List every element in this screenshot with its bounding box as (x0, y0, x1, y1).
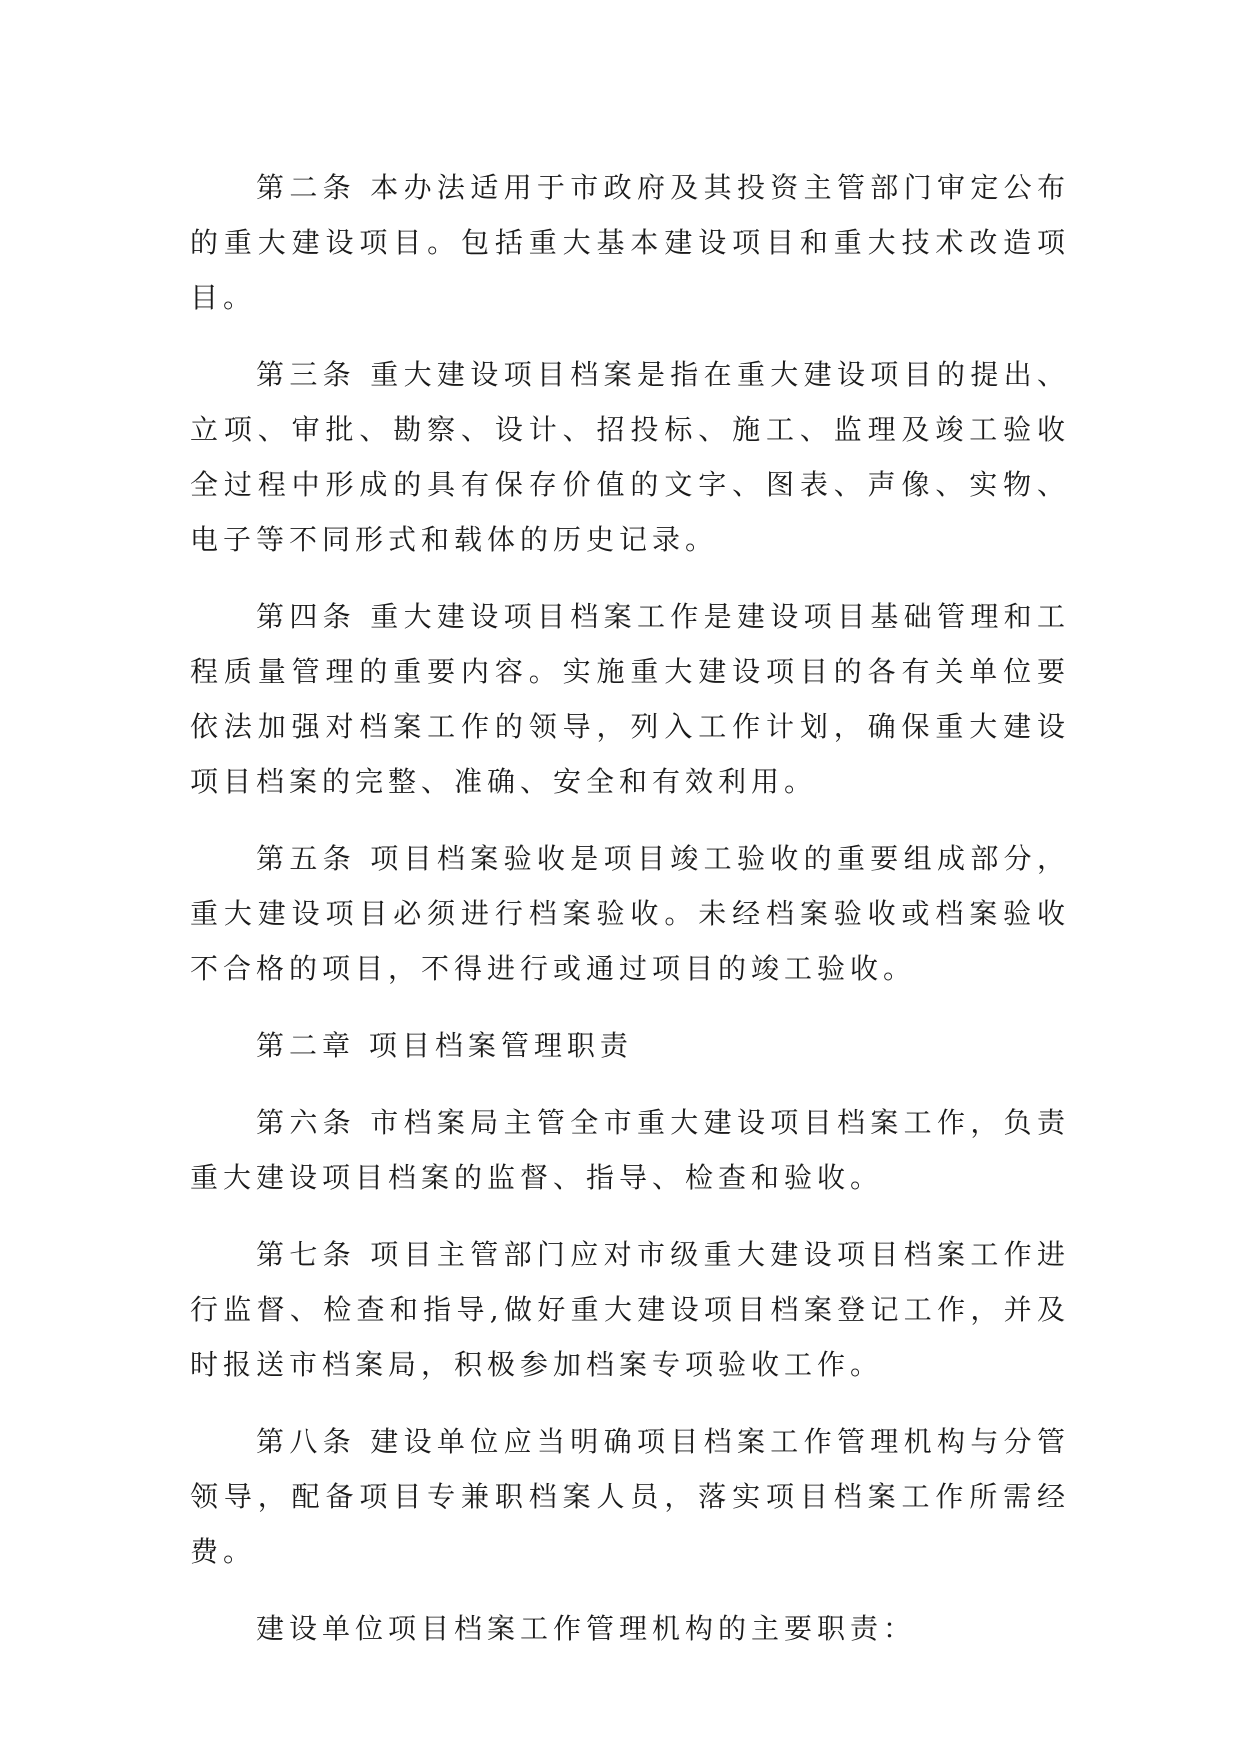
chapter-2-heading: 第二章 项目档案管理职责 (256, 1029, 633, 1062)
article-3-paragraph: 第三条 重大建设项目档案是指在重大建设项目的提出、立项、审批、勘察、设计、招投标、施工、监理及竣工验收全过程中形成的具有保存价值的文字、图表、声像、实物、电子等不同形式和载体的历史记录。 (190, 358, 1070, 556)
article-5-paragraph: 第五条 项目档案验收是项目竣工验收的重要组成部分，重大建设项目必须进行档案验收。未经档案验收或档案验收不合格的项目，不得进行或通过项目的竣工验收。 (190, 842, 1070, 985)
article-2-paragraph: 第二条 本办法适用于市政府及其投资主管部门审定公布的重大建设项目。包括重大基本建设项目和重大技术改造项目。 (190, 171, 1070, 314)
article-4-paragraph: 第四条 重大建设项目档案工作是建设项目基础管理和工程质量管理的重要内容。实施重大建设项目的各有关单位要依法加强对档案工作的领导，列入工作计划，确保重大建设项目档案的完整、准确、安全和有效利用。 (190, 600, 1070, 798)
article-8-paragraph: 第八条 建设单位应当明确项目档案工作管理机构与分管领导，配备项目专兼职档案人员，落实项目档案工作所需经费。 (190, 1425, 1070, 1568)
article-6-paragraph: 第六条 市档案局主管全市重大建设项目档案工作，负责重大建设项目档案的监督、指导、检查和验收。 (190, 1106, 1070, 1194)
duties-intro-paragraph: 建设单位项目档案工作管理机构的主要职责： (256, 1612, 917, 1645)
article-7-paragraph: 第七条 项目主管部门应对市级重大建设项目档案工作进行监督、检查和指导,做好重大建设项目档案登记工作，并及时报送市档案局，积极参加档案专项验收工作。 (190, 1238, 1070, 1381)
document-body (190, 160, 1070, 1678)
